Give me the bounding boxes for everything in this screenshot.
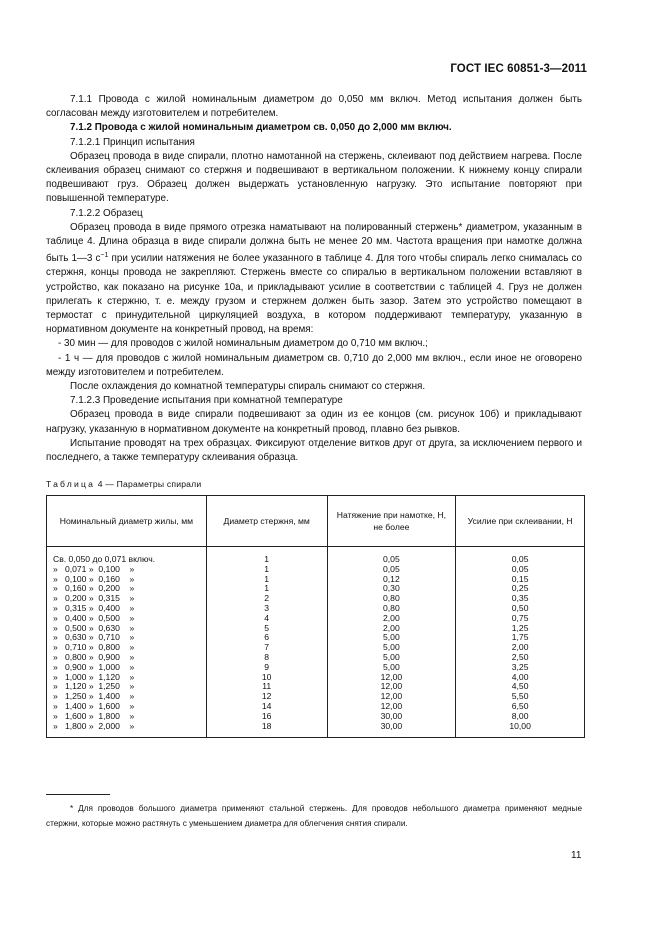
cell-bonding-force: 0,05 [456, 565, 585, 575]
cell-rod-diameter: 11 [206, 682, 327, 692]
paragraph-principle: Образец провода в виде спирали, плотно намотанной на стержень, склеивают под действием нагрева. После склеивания образец снимают со стержня и подвешивают в вертикальном положении. К нижнему концу спирали подвешивают груз. Образец должен выдержать установленную нагрузку. Это испытание повторяют при повышенной температуре. [46, 150, 582, 205]
table-caption-word: Таблица [46, 479, 96, 489]
paragraph-7-1-1: 7.1.1 Провода с жилой номинальным диаметром до 0,050 мм включ. Метод испытания должен быть согласован между изготовителем и потребителем. [46, 94, 582, 120]
cell-nominal-diameter: » 0,071 » 0,100 » [47, 565, 207, 575]
table-header-row [47, 496, 585, 547]
footnote: * Для проводов большого диаметра применяют стальной стержень. Для проводов небольшого диаметра применяют медные стержни, которые можно растянуть с уменьшением диаметра для облегчения снятия спирали. [46, 804, 582, 828]
cell-rod-diameter: 14 [206, 702, 327, 712]
cell-rod-diameter: 1 [206, 584, 327, 594]
paragraph-cooling: После охлаждения до комнатной температуры спираль снимают со стержня. [70, 381, 426, 393]
cell-rod-diameter: 3 [206, 604, 327, 614]
cell-winding-tension: 2,00 [327, 624, 456, 634]
header-nominal-diameter: Номинальный диаметр жилы, мм [47, 496, 207, 547]
cell-bonding-force: 0,35 [456, 594, 585, 604]
cell-rod-diameter: 1 [206, 575, 327, 585]
table-caption [46, 479, 201, 489]
cell-winding-tension: 5,00 [327, 653, 456, 663]
cell-nominal-diameter: Св. 0,050 до 0,071 включ. [47, 547, 207, 565]
cell-winding-tension: 0,05 [327, 565, 456, 575]
cell-rod-diameter: 5 [206, 624, 327, 634]
cell-winding-tension: 5,00 [327, 643, 456, 653]
cell-bonding-force: 0,25 [456, 584, 585, 594]
table-caption-rest: 4 — Параметры спирали [95, 479, 202, 489]
cell-nominal-diameter: » 0,400 » 0,500 » [47, 614, 207, 624]
cell-nominal-diameter: » 1,600 » 1,800 » [47, 712, 207, 722]
table-row [47, 547, 585, 565]
cell-rod-diameter: 9 [206, 663, 327, 673]
cell-nominal-diameter: » 1,250 » 1,400 » [47, 692, 207, 702]
cell-winding-tension: 0,80 [327, 604, 456, 614]
header-bonding-force: Усилие при склеивании, Н [456, 496, 585, 547]
cell-bonding-force: 10,00 [456, 722, 585, 738]
heading-7-1-2-2: 7.1.2.2 Образец [70, 207, 143, 219]
cell-nominal-diameter: » 1,000 » 1,120 » [47, 673, 207, 683]
cell-winding-tension: 12,00 [327, 673, 456, 683]
cell-bonding-force: 2,50 [456, 653, 585, 663]
cell-winding-tension: 0,80 [327, 594, 456, 604]
cell-bonding-force: 2,00 [456, 643, 585, 653]
cell-nominal-diameter: » 1,120 » 1,250 » [47, 682, 207, 692]
cell-nominal-diameter: » 1,400 » 1,600 » [47, 702, 207, 712]
table-body [47, 547, 585, 738]
cell-winding-tension: 12,00 [327, 692, 456, 702]
spiral-parameters-table [46, 495, 585, 738]
cell-bonding-force: 6,50 [456, 702, 585, 712]
cell-bonding-force: 3,25 [456, 663, 585, 673]
list-item-30-min: - 30 мин — для проводов с жилой номинальным диаметром до 0,710 мм включ.; [58, 338, 428, 350]
cell-bonding-force: 0,15 [456, 575, 585, 585]
cell-bonding-force: 1,25 [456, 624, 585, 634]
cell-rod-diameter: 12 [206, 692, 327, 702]
cell-rod-diameter: 1 [206, 547, 327, 565]
cell-bonding-force: 0,50 [456, 604, 585, 614]
cell-nominal-diameter: » 0,160 » 0,200 » [47, 584, 207, 594]
list-item-1-hour: - 1 ч — для проводов с жилой номинальным диаметром св. 0,710 до 2,000 мм включ., если иное не оговорено между изготовителем и потребителем. [46, 352, 582, 378]
header-winding-tension: Натяжение при намотке, Н, не более [327, 496, 456, 547]
paragraph-sample-part2: при усилии натяжения не более указанного в таблице 4. Для того чтобы спираль легко снималась со стержня, концы провода не закрепляют. Стержень вместе со спиралью в вертикальном положении вставляют в устройство, как показано на рисунке 10а, и прикладывают усилие в соответствии с таблицей 4. Груз не должен прилегать к стержню, т. е. между грузом и стержнем должен быть зазор. Затем это устройство помещают в термостат с принудительной циркуляцией воздуха, в котором поддерживают температуру, указанную в нормативном документе на конкретный провод, на время: [46, 253, 582, 336]
cell-winding-tension: 5,00 [327, 663, 456, 673]
document-header: ГОСТ IEC 60851-3—2011 [450, 63, 587, 75]
cell-bonding-force: 8,00 [456, 712, 585, 722]
header-rod-diameter: Диаметр стержня, мм [206, 496, 327, 547]
table-row [47, 722, 585, 738]
cell-winding-tension: 30,00 [327, 722, 456, 738]
heading-7-1-2: 7.1.2 Провода с жилой номинальным диаметром св. 0,050 до 2,000 мм включ. [70, 122, 452, 134]
cell-rod-diameter: 8 [206, 653, 327, 663]
cell-bonding-force: 0,75 [456, 614, 585, 624]
cell-rod-diameter: 1 [206, 565, 327, 575]
superscript: −1 [100, 252, 109, 260]
cell-nominal-diameter: » 0,315 » 0,400 » [47, 604, 207, 614]
paragraph-sample [46, 221, 582, 338]
cell-nominal-diameter: » 0,200 » 0,315 » [47, 594, 207, 604]
cell-nominal-diameter: » 0,800 » 0,900 » [47, 653, 207, 663]
paragraph-three-samples: Испытание проводят на трех образцах. Фиксируют отделение витков друг от друга, за исключением первого и последнего, а также температуру склеивания образца. [46, 437, 582, 464]
cell-bonding-force: 5,50 [456, 692, 585, 702]
footnote-separator [46, 794, 110, 795]
heading-7-1-2-1: 7.1.2.1 Принцип испытания [70, 136, 195, 148]
cell-winding-tension: 0,30 [327, 584, 456, 594]
cell-winding-tension: 0,05 [327, 547, 456, 565]
cell-winding-tension: 0,12 [327, 575, 456, 585]
heading-7-1-2-3: 7.1.2.3 Проведение испытания при комнатной температуре [70, 395, 343, 407]
cell-nominal-diameter: » 0,500 » 0,630 » [47, 624, 207, 634]
cell-nominal-diameter: » 0,630 » 0,710 » [47, 633, 207, 643]
paragraph-test-procedure: Образец провода в виде спирали подвешивают за один из ее концов (см. рисунок 10б) и прикладывают нагрузку, указанную в нормативном документе на конкретный провод, плавно без рывков. [46, 409, 582, 435]
cell-nominal-diameter: » 0,710 » 0,800 » [47, 643, 207, 653]
cell-nominal-diameter: » 0,900 » 1,000 » [47, 663, 207, 673]
cell-rod-diameter: 18 [206, 722, 327, 738]
cell-rod-diameter: 6 [206, 633, 327, 643]
cell-rod-diameter: 2 [206, 594, 327, 604]
cell-winding-tension: 5,00 [327, 633, 456, 643]
page-number: 11 [571, 850, 582, 861]
cell-nominal-diameter: » 1,800 » 2,000 » [47, 722, 207, 738]
cell-nominal-diameter: » 0,100 » 0,160 » [47, 575, 207, 585]
cell-rod-diameter: 4 [206, 614, 327, 624]
cell-bonding-force: 4,50 [456, 682, 585, 692]
body-text [46, 93, 582, 465]
cell-winding-tension: 2,00 [327, 614, 456, 624]
paragraph-sample-part1: Образец провода в виде прямого отрезка наматывают на полированный стержень* диаметром, указанным в таблице 4. Длина образца в виде спирали должна быть не менее 20 мм. Частота вращения при намотке должна быть 1—3 с [46, 221, 582, 265]
cell-rod-diameter: 7 [206, 643, 327, 653]
cell-winding-tension: 12,00 [327, 682, 456, 692]
cell-bonding-force: 1,75 [456, 633, 585, 643]
cell-bonding-force: 0,05 [456, 547, 585, 565]
cell-rod-diameter: 10 [206, 673, 327, 683]
cell-winding-tension: 30,00 [327, 712, 456, 722]
cell-rod-diameter: 16 [206, 712, 327, 722]
cell-bonding-force: 4,00 [456, 673, 585, 683]
cell-winding-tension: 12,00 [327, 702, 456, 712]
